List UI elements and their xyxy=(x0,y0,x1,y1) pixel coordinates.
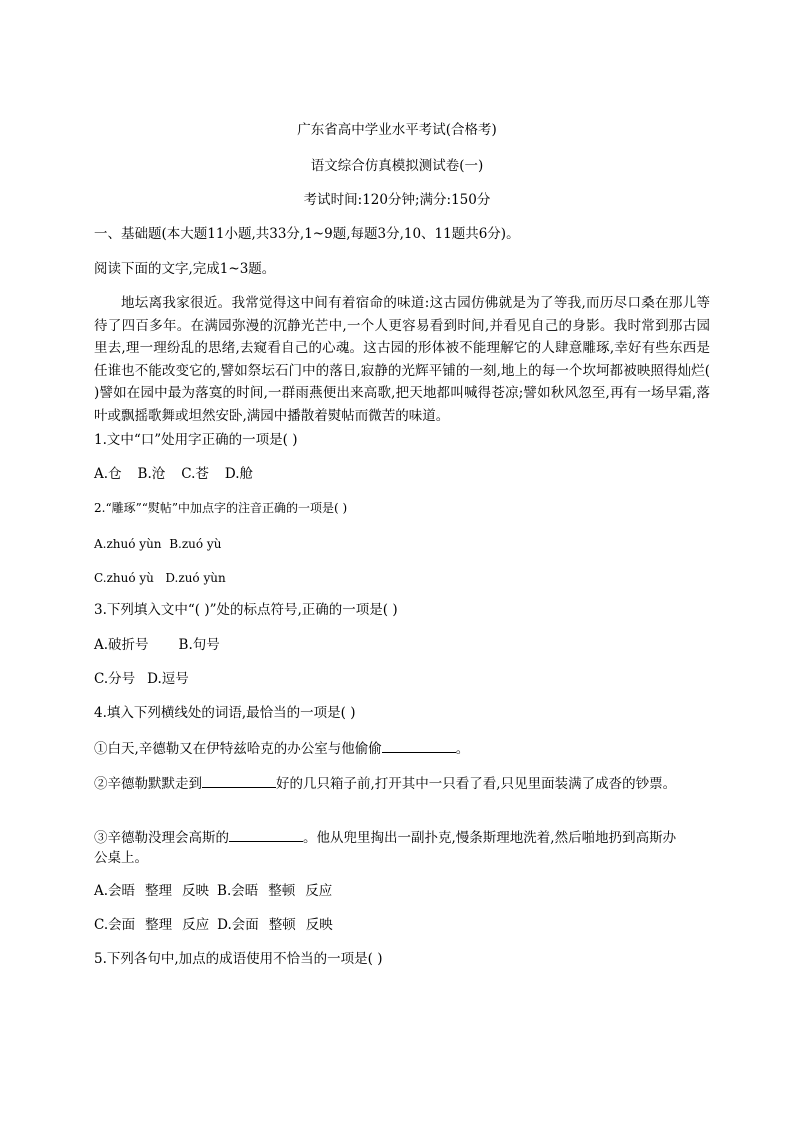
q3-option-c: C.分号 xyxy=(94,671,136,687)
q3-option-a: A.破折号 xyxy=(94,637,149,653)
q1-option-b: B.沧 xyxy=(137,466,166,482)
question-3-stem: 3.下列填入文中“( )”处的标点符号,正确的一项是( ) xyxy=(94,602,398,618)
question-2-options-row2 xyxy=(94,569,226,587)
q4-s3-end: 。他从兜里掏出一副扑克,慢条斯理地洗着,然后啪地扔到高斯办 xyxy=(303,830,677,846)
q4-option-c: C.会面 xyxy=(94,917,136,933)
question-4-options-row1 xyxy=(94,882,332,900)
question-1-stem: 1.文中“口”处用字正确的一项是( ) xyxy=(94,432,298,448)
q4-b-word3: 反应 xyxy=(305,883,333,899)
question-3-options-row2 xyxy=(94,670,189,688)
question-2-stem: 2.“雕琢”“熨帖”中加点字的注音正确的一项是( ) xyxy=(94,501,348,515)
q4-s1-end: 。 xyxy=(455,741,470,757)
q4-s2-end: 好的几只箱子前,打开其中一只看了看,只见里面装满了成沓的钞票。 xyxy=(276,776,677,792)
answer-blank xyxy=(229,827,303,842)
q2-option-a: A.zhuó yùn xyxy=(94,537,162,551)
q4-option-a: A.会晤 xyxy=(94,883,136,899)
document-title: 广东省高中学业水平考试(合格考) xyxy=(297,122,497,138)
q4-c-word2: 整理 xyxy=(145,917,173,933)
q4-d-word3: 反映 xyxy=(305,917,333,933)
q2-option-c: C.zhuó yù xyxy=(94,571,154,585)
document-subtitle: 语文综合仿真模拟测试卷(一) xyxy=(310,158,484,174)
question-4-options-row2 xyxy=(94,916,333,934)
question-5-stem: 5.下列各句中,加点的成语使用不恰当的一项是( ) xyxy=(94,951,383,967)
section-heading: 一、基础题(本大题11小题,共33分,1~9题,每题3分,10、11题共6分)。 xyxy=(94,226,520,242)
q4-s2-text: ②辛德勒默默走到 xyxy=(94,776,202,792)
q4-a-word2: 整理 xyxy=(145,883,173,899)
question-2-options-row1 xyxy=(94,535,221,553)
question-4-stem: 4.填入下列横线处的词语,最恰当的一项是( ) xyxy=(94,705,356,721)
question-4-sentence-3-cont: 公桌上。 xyxy=(94,850,148,866)
q4-a-word3: 反映 xyxy=(182,883,210,899)
q4-c-word3: 反应 xyxy=(182,917,210,933)
q2-option-b: B.zuó yù xyxy=(169,537,222,551)
question-1-options xyxy=(94,465,253,483)
question-3-options-row1 xyxy=(94,636,220,654)
reading-passage: 地坛离我家很近。我常觉得这中间有着宿命的味道:这古园仿佛就是为了等我,而历尽口桑在那儿等待了四百多年。在满园弥漫的沉静光芒中,一个人更容易看到时间,并看见自己的身影。我时常到那古园里去,理一理纷乱的思绪,去窥看自己的心魂。这古园的形体被不能理解它的人肆意雕琢,幸好有些东西是任谁也不能改变它的,譬如祭坛石门中的落日,寂静的光辉平铺的一刻,地上的每一个坎坷都被映照得灿烂( )譬如在园中最为落寞的时间,一群雨燕便出来高歌,把天地都叫喊得苍凉;譬如秋风忽至,再有一场早霜,落叶或飘摇歌舞或坦然安卧,满园中播散着熨帖而微苦的味道。 xyxy=(94,295,710,424)
question-4-sentence-2 xyxy=(94,773,676,793)
reading-instruction: 阅读下面的文字,完成1~3题。 xyxy=(94,261,276,277)
q4-s3-text: ③辛德勒没理会高斯的 xyxy=(94,830,229,846)
answer-blank xyxy=(202,773,276,788)
q2-option-d: D.zuó yùn xyxy=(165,571,226,585)
q3-option-b: B.句号 xyxy=(178,637,220,653)
q1-option-a: A.仓 xyxy=(94,466,122,482)
q4-option-b: B.会晤 xyxy=(217,883,259,899)
q4-d-word2: 整顿 xyxy=(268,917,296,933)
q3-option-d: D.逗号 xyxy=(147,671,189,687)
q1-option-c: C.苍 xyxy=(181,466,209,482)
q1-option-d: D.舱 xyxy=(224,466,254,482)
answer-blank xyxy=(382,738,456,753)
question-4-sentence-3 xyxy=(94,827,676,847)
q4-s1-text: ①白天,辛德勒又在伊特兹哈克的办公室与他偷偷 xyxy=(94,741,382,757)
q4-option-d: D.会面 xyxy=(217,917,259,933)
question-4-sentence-1 xyxy=(94,738,469,758)
exam-info: 考试时间:120分钟;满分:150分 xyxy=(303,192,491,208)
q4-b-word2: 整顿 xyxy=(268,883,296,899)
